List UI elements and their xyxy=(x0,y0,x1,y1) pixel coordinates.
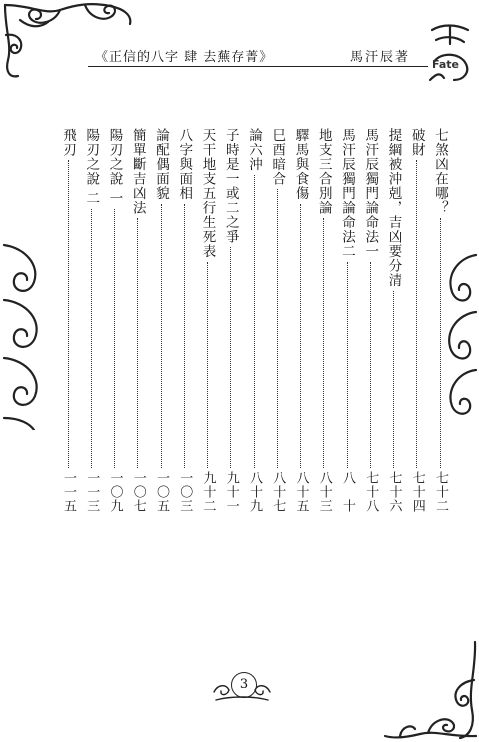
toc-entry-title: 破財 xyxy=(408,128,425,157)
corner-ornament-top-left xyxy=(0,0,140,80)
toc-leader-dots xyxy=(68,160,69,468)
toc-entry xyxy=(153,128,169,513)
toc-entry xyxy=(339,128,355,513)
toc-entry xyxy=(60,128,76,513)
toc-entry-page: 一〇九 xyxy=(107,471,123,513)
toc-entry-page: 七十八 xyxy=(363,471,379,513)
toc-leader-dots xyxy=(114,209,115,468)
page-number: 3 xyxy=(231,672,257,698)
toc-entry-page: 七十六 xyxy=(386,471,402,513)
toc-entry xyxy=(83,128,99,513)
page-footer xyxy=(212,670,272,704)
toc-leader-dots xyxy=(91,209,92,468)
toc-leader-dots xyxy=(416,160,417,468)
toc-entry-page: 八十七 xyxy=(270,471,286,513)
toc-entry-title: 驛馬與食傷 xyxy=(292,128,309,201)
toc-entry-page: 一一三 xyxy=(84,471,100,513)
toc-leader-dots xyxy=(370,262,371,469)
corner-ornament-bottom-right xyxy=(380,640,479,742)
toc-entry-title: 八字與面相 xyxy=(176,128,193,201)
toc-entry-page: 九十一 xyxy=(223,471,239,513)
toc-entry-title: 天干地支五行生死表 xyxy=(199,128,216,259)
toc-leader-dots xyxy=(300,204,301,469)
toc-entry-title: 巳酉暗合 xyxy=(269,128,286,186)
toc-entry xyxy=(107,128,123,513)
toc-entry-title: 馬汗辰獨門論命法一 xyxy=(362,128,379,259)
toc-entry-title: 七煞凶在哪？ xyxy=(432,128,448,215)
toc-entry xyxy=(176,128,192,513)
toc-entry-page: 八十九 xyxy=(247,471,262,513)
toc-entry-page: 七十四 xyxy=(409,471,425,513)
table-of-contents xyxy=(60,128,448,513)
toc-entry xyxy=(386,128,402,513)
toc-entry xyxy=(362,128,378,513)
side-ornament-left xyxy=(0,240,50,430)
toc-entry xyxy=(200,128,216,513)
toc-entry-title: 子時是一或二之爭 xyxy=(222,128,239,244)
toc-leader-dots xyxy=(277,189,278,468)
toc-entry-title: 馬汗辰獨門論命法二 xyxy=(339,128,355,259)
toc-entry-page: 八 十 xyxy=(340,471,355,513)
toc-leader-dots xyxy=(184,204,185,469)
toc-leader-dots xyxy=(207,262,208,469)
toc-entry-page: 八十三 xyxy=(316,471,332,513)
toc-leader-dots xyxy=(230,247,231,468)
toc-leader-dots xyxy=(393,291,394,469)
toc-leader-dots xyxy=(161,204,162,469)
toc-entry xyxy=(432,128,448,513)
toc-entry-page: 一〇五 xyxy=(154,471,169,513)
toc-entry-title: 論六沖 xyxy=(246,128,262,172)
toc-entry xyxy=(246,128,262,513)
toc-entry-title: 簡單斷吉凶法 xyxy=(129,128,146,215)
toc-entry-title: 論配偶面貌 xyxy=(153,128,169,201)
toc-entry xyxy=(409,128,425,513)
toc-entry-title: 提綱被沖剋，吉凶要分清 xyxy=(385,128,402,288)
toc-entry-title: 飛刃 xyxy=(60,128,76,157)
toc-leader-dots xyxy=(254,175,255,469)
toc-entry-page: 一〇七 xyxy=(130,471,146,513)
toc-entry xyxy=(293,128,309,513)
toc-entry-title: 地支三合別論 xyxy=(315,128,332,215)
author-name: 馬汗辰著 xyxy=(350,50,411,65)
toc-entry xyxy=(269,128,285,513)
toc-entry-page: 一〇三 xyxy=(177,471,193,513)
toc-entry-title: 陽刃之說 二 xyxy=(83,128,100,206)
book-title: 《正信的八字 肆 去蕪存菁》 xyxy=(95,50,274,65)
toc-entry xyxy=(223,128,239,513)
toc-entry xyxy=(130,128,146,513)
toc-leader-dots xyxy=(137,218,138,468)
toc-leader-dots xyxy=(323,218,324,468)
toc-leader-dots xyxy=(440,218,441,468)
toc-entry-page: 一一五 xyxy=(61,471,76,513)
toc-entry-page: 七十二 xyxy=(433,471,448,513)
toc-leader-dots xyxy=(347,262,348,469)
header-divider xyxy=(88,66,428,67)
logo-text: Fate xyxy=(432,58,460,71)
toc-entry-page: 九十二 xyxy=(200,471,216,513)
toc-entry-page: 八十五 xyxy=(293,471,309,513)
publisher-logo xyxy=(426,22,474,84)
toc-entry-title: 陽刃之說 一 xyxy=(106,128,123,206)
toc-entry xyxy=(316,128,332,513)
